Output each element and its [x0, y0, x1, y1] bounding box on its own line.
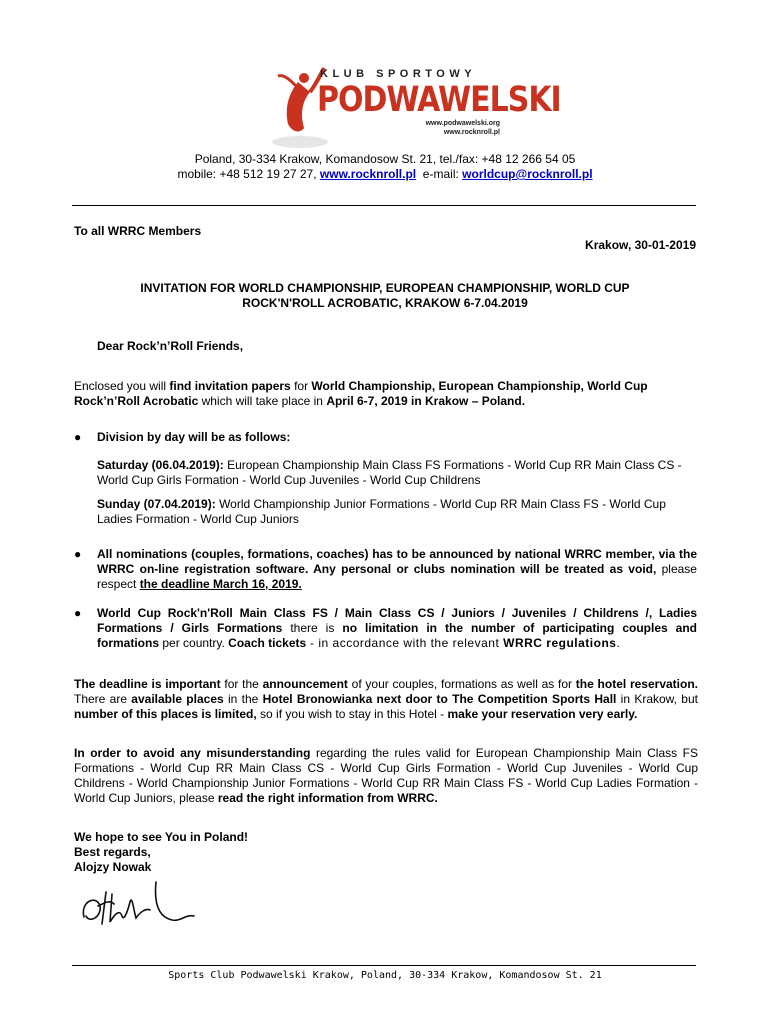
- deadline-bold: make your reservation very early.: [447, 707, 638, 721]
- deadline-text: in the: [223, 692, 263, 706]
- footer-divider: [72, 965, 696, 966]
- logo-club-name: PODWAWELSKI: [317, 80, 561, 121]
- logo-club-label: KLUB SPORTOWY: [320, 68, 477, 80]
- worldcup-bold: WRRC regulations: [503, 636, 617, 650]
- intro-bold: April 6-7, 2019 in Krakow – Poland.: [326, 394, 526, 408]
- title-line-2: ROCK'N'ROLL ACROBATIC, KRAKOW 6-7.04.2019: [242, 296, 528, 310]
- saturday-schedule: [97, 458, 697, 488]
- salutation: Dear Rock’n’Roll Friends,: [97, 339, 244, 353]
- deadline-text: in Krakow, but: [616, 692, 698, 706]
- logo-url-rocknroll: www.rocknroll.pl: [443, 129, 500, 136]
- deadline-paragraph: [74, 677, 698, 722]
- intro-text: for: [290, 379, 312, 393]
- sunday-text: World Championship Junior Formations - World Cup RR Main Class FS - World Cup Ladies Formation - World Cup Juniors: [97, 497, 666, 526]
- deadline-date: the deadline March 16, 2019.: [139, 577, 302, 591]
- rules-bold: In order to avoid any misunderstanding: [74, 746, 311, 760]
- logo-url-podwawelski: www.podwawelski.org: [425, 120, 500, 127]
- mobile-text: mobile: +48 512 19 27 27,: [177, 167, 320, 181]
- letter-date: Krakow, 30-01-2019: [585, 238, 696, 252]
- nominations-paragraph: [97, 547, 697, 592]
- division-heading: Division by day will be as follows:: [97, 430, 291, 444]
- regards-line: Best regards,: [74, 845, 151, 859]
- recipient: To all WRRC Members: [74, 224, 202, 238]
- worldcup-text: there is: [282, 621, 343, 635]
- saturday-text: European Championship Main Class FS Formations - World Cup RR Main Class CS - World Cup Girls Formation - World Cup Juveniles - World Cup Childrens: [97, 458, 682, 487]
- nominations-bold: All nominations (couples, formations, coaches) has to be announced by national WRRC member, via the WRRC on-line registration software. Any personal or clubs nomination will be treated as void,: [97, 547, 697, 576]
- intro-paragraph: [74, 379, 698, 409]
- title-line-1: INVITATION FOR WORLD CHAMPIONSHIP, EUROPEAN CHAMPIONSHIP, WORLD CUP: [140, 281, 630, 295]
- rules-bold: read the right information from WRRC.: [217, 791, 438, 805]
- deadline-bold: available places: [131, 692, 224, 706]
- intro-bold: find invitation papers: [169, 379, 291, 393]
- footer-address: Sports Club Podwawelski Krakow, Poland, 30-334 Krakow, Komandosow St. 21: [168, 970, 602, 981]
- worldcup-text: - in accordance with the relevant: [306, 636, 504, 650]
- intro-bold: World Championship, European Championship, World Cup Rock’n’Roll Acrobatic: [74, 379, 648, 408]
- deadline-text: There are: [74, 692, 132, 706]
- sunday-schedule: [97, 497, 697, 527]
- email-label: e-mail:: [416, 167, 463, 181]
- intro-text: which will take place in: [198, 394, 327, 408]
- contact-line: [0, 167, 770, 181]
- handwritten-signature: [76, 872, 226, 942]
- deadline-text: for the: [220, 677, 263, 691]
- worldcup-paragraph: [97, 606, 697, 651]
- email-link[interactable]: worldcup@rocknroll.pl: [462, 167, 593, 181]
- saturday-label: Saturday (06.04.2019):: [97, 458, 224, 472]
- address-line: Poland, 30-334 Krakow, Komandosow St. 21, tel./fax: +48 12 266 54 05: [194, 152, 576, 166]
- bullet: ●: [74, 430, 82, 444]
- deadline-text: so if you wish to stay in this Hotel -: [256, 707, 448, 721]
- worldcup-bold: no limitation in the number of participating couples and formations: [97, 621, 697, 650]
- website-link[interactable]: www.rocknroll.pl: [319, 167, 417, 181]
- club-logo: [270, 62, 561, 152]
- signer-name: Alojzy Nowak: [74, 860, 152, 874]
- closing-block: [74, 830, 698, 875]
- rules-paragraph: [74, 746, 698, 806]
- rules-text: regarding the rules valid for European Championship Main Class FS Formations - World Cup RR Main Class CS - World Cup Girls Formation - World Cup Juveniles - World Cup Childrens - World Championship Junior Formations - World Cup RR Main Class FS - World Cup Ladies Formation - World Cup Juniors, please: [74, 746, 698, 805]
- worldcup-text: .: [616, 636, 620, 650]
- intro-text: Enclosed you will: [74, 379, 170, 393]
- deadline-text: of your couples, formations as well as for: [347, 677, 576, 691]
- bullet: ●: [74, 606, 82, 620]
- deadline-bold: announcement: [262, 677, 348, 691]
- worldcup-bold: World Cup Rock'n'Roll Main Class FS / Main Class CS / Juniors / Juveniles / Childrens /, Ladies Formations / Girls Formations: [97, 606, 697, 635]
- header-divider: [72, 205, 696, 206]
- worldcup-text: per country.: [159, 636, 229, 650]
- closing-line: We hope to see You in Poland!: [74, 830, 249, 844]
- bullet: ●: [74, 547, 82, 561]
- deadline-bold: The deadline is important: [74, 677, 221, 691]
- sunday-label: Sunday (07.04.2019):: [97, 497, 216, 511]
- deadline-bold: Hotel Bronowianka next door to The Competition Sports Hall: [262, 692, 617, 706]
- worldcup-bold: Coach tickets: [228, 636, 307, 650]
- deadline-bold: number of this places is limited,: [74, 707, 257, 721]
- nominations-text: please respect: [97, 562, 697, 591]
- letter-title: [72, 281, 698, 311]
- deadline-bold: the hotel reservation.: [575, 677, 699, 691]
